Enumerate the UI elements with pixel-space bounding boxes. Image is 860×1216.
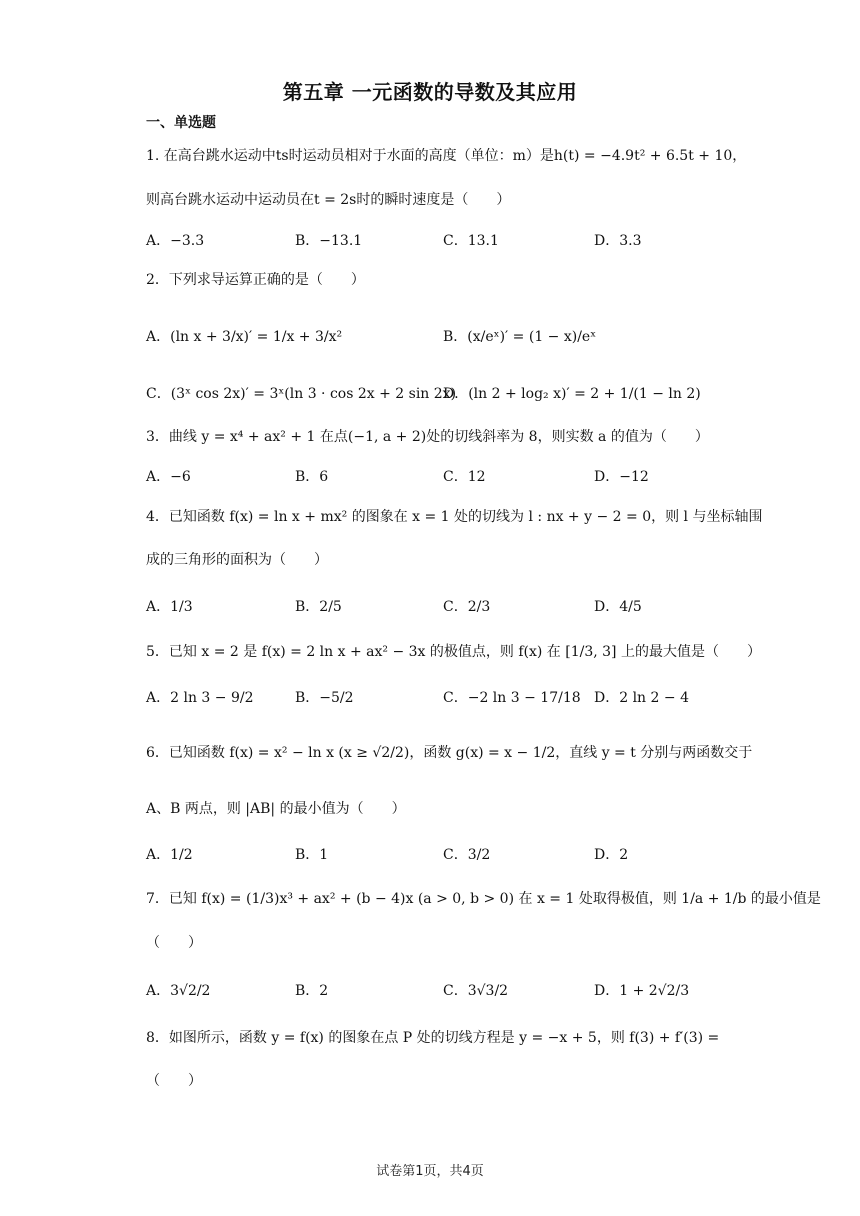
q5-option-b: B．−5/2 [295, 690, 354, 706]
q3-option-a: A．−6 [146, 469, 191, 485]
q6-option-b: B．1 [295, 847, 329, 863]
page-footer: 试卷第1页，共4页 [376, 1164, 484, 1179]
page-title: 第五章 一元函数的导数及其应用 [282, 80, 578, 104]
q3-option-c: C．12 [443, 469, 486, 485]
q4-option-c: C．2/3 [443, 599, 491, 615]
q5-option-d: D．2 ln 2 − 4 [594, 690, 689, 706]
q1-option-c: C．13.1 [443, 233, 499, 249]
q8-stem-line2: （ ） [146, 1073, 202, 1089]
q2-option-b: B．(x/eˣ)′ = (1 − x)/eˣ [443, 329, 597, 345]
q4-stem-line2: 成的三角形的面积为（ ） [146, 552, 328, 568]
q7-option-c: C．3√3/2 [443, 983, 509, 999]
q4-option-a: A．1/3 [146, 599, 193, 615]
q5-stem: 5．已知 x = 2 是 f(x) = 2 ln x + ax² − 3x 的极值点，则 f(x) 在 [1/3, 3] 上的最大值是（ ） [146, 644, 761, 660]
q1-option-d: D．3.3 [594, 233, 642, 249]
q1-option-b: B．−13.1 [295, 233, 363, 249]
q7-option-a: A．3√2/2 [146, 983, 211, 999]
q7-stem-line1: 7．已知 f(x) = (1/3)x³ + ax² + (b − 4)x (a > 0, b > 0) 在 x = 1 处取得极值，则 1/a + 1/b 的最小值是 [146, 891, 821, 907]
q6-option-c: C．3/2 [443, 847, 491, 863]
q6-option-a: A．1/2 [146, 847, 193, 863]
q3-option-d: D．−12 [594, 469, 649, 485]
q2-option-d: D．(ln 2 + log₂ x)′ = 2 + 1/(1 − ln 2) [443, 386, 701, 402]
q6-option-d: D．2 [594, 847, 629, 863]
q8-stem-line1: 8．如图所示，函数 y = f(x) 的图象在点 P 处的切线方程是 y = −x + 5，则 f(3) + f′(3) = [146, 1030, 720, 1046]
q4-stem-line1: 4．已知函数 f(x) = ln x + mx² 的图象在 x = 1 处的切线为 l : nx + y − 2 = 0，则 l 与坐标轴围 [146, 509, 763, 525]
q4-option-d: D．4/5 [594, 599, 642, 615]
q3-stem: 3．曲线 y = x⁴ + ax² + 1 在点(−1, a + 2)处的切线斜率为 8，则实数 a 的值为（ ） [146, 429, 709, 445]
q3-option-b: B．6 [295, 469, 329, 485]
q7-stem-line2: （ ） [146, 935, 202, 951]
q5-option-c: C．−2 ln 3 − 17/18 [443, 690, 581, 706]
q6-stem-line1: 6．已知函数 f(x) = x² − ln x (x ≥ √2/2)，函数 g(x) = x − 1/2，直线 y = t 分别与两函数交于 [146, 745, 753, 761]
q1-option-a: A．−3.3 [146, 233, 205, 249]
q7-option-d: D．1 + 2√2/3 [594, 983, 690, 999]
q2-option-a: A．(ln x + 3/x)′ = 1/x + 3/x² [146, 329, 343, 345]
q6-stem-line2: A、B 两点，则 |AB| 的最小值为（ ） [146, 801, 406, 817]
q1-stem-line2: 则高台跳水运动中运动员在t = 2s时的瞬时速度是（ ） [146, 192, 511, 208]
q2-option-c: C．(3ˣ cos 2x)′ = 3ˣ(ln 3 · cos 2x + 2 sin 2x) [146, 386, 457, 402]
q4-option-b: B．2/5 [295, 599, 342, 615]
q2-stem: 2．下列求导运算正确的是（ ） [146, 272, 365, 288]
q7-option-b: B．2 [295, 983, 329, 999]
section-heading: 一、单选题 [146, 115, 216, 131]
q5-option-a: A．2 ln 3 − 9/2 [146, 690, 254, 706]
q1-stem-line1: 1. 在高台跳水运动中ts时运动员相对于水面的高度（单位：m）是h(t) = −4.9t² + 6.5t + 10， [146, 148, 747, 164]
